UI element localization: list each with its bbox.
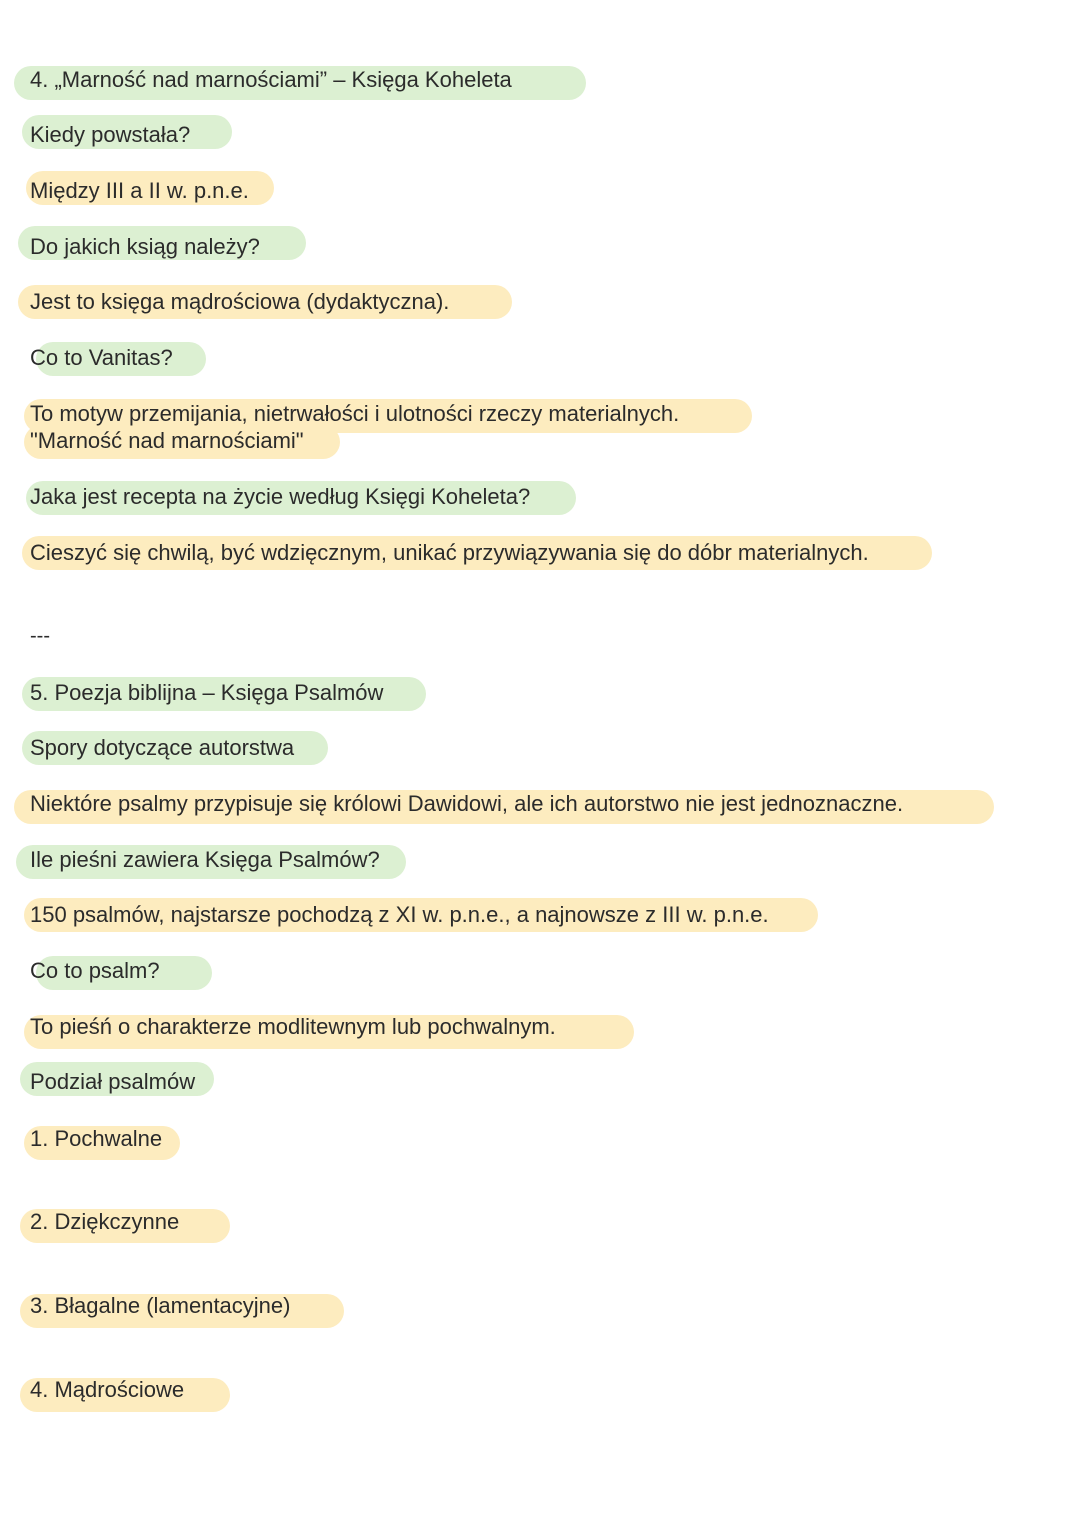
answer-life-recipe: Cieszyć się chwilą, być wdzięcznym, unikać przywiązywania się do dóbr materialnych. [30, 540, 869, 565]
psalm-type-item: 4. Mądrościowe [30, 1377, 185, 1402]
separator: --- [30, 625, 50, 647]
answer-what-is-psalm: To pieśń o charakterze modlitewnym lub pochwalnym. [30, 1014, 556, 1039]
psalm-type-item: 1. Pochwalne [30, 1126, 163, 1151]
question-when-written: Kiedy powstała? [30, 122, 191, 147]
psalm-type-item: 2. Dziękczynne [30, 1209, 180, 1234]
question-psalm-count: Ile pieśni zawiera Księga Psalmów? [30, 847, 380, 872]
question-authorship: Spory dotyczące autorstwa [30, 735, 295, 760]
section-4-title: 4. „Marność nad marnościami” – Księga Koheleta [30, 67, 512, 92]
answer-psalm-count: 150 psalmów, najstarsze pochodzą z XI w. p.n.e., a najnowsze z III w. p.n.e. [30, 902, 769, 927]
question-psalm-types: Podział psalmów [30, 1069, 196, 1094]
question-life-recipe: Jaka jest recepta na życie według Księgi Koheleta? [30, 484, 531, 509]
answer-book-type: Jest to księga mądrościowa (dydaktyczna). [30, 289, 450, 314]
answer-vanitas-line-1: To motyw przemijania, nietrwałości i ulotności rzeczy materialnych. [30, 401, 680, 426]
answer-when-written: Między III a II w. p.n.e. [30, 178, 249, 203]
section-5-title: 5. Poezja biblijna – Księga Psalmów [30, 680, 384, 705]
question-vanitas: Co to Vanitas? [30, 345, 173, 370]
question-what-is-psalm: Co to psalm? [30, 958, 160, 983]
answer-authorship: Niektóre psalmy przypisuje się królowi Dawidowi, ale ich autorstwo nie jest jednoznaczne. [30, 791, 904, 816]
question-book-type: Do jakich ksiąg należy? [30, 234, 260, 259]
psalm-type-item: 3. Błagalne (lamentacyjne) [30, 1293, 291, 1318]
answer-vanitas-line-2: "Marność nad marnościami" [30, 428, 304, 453]
